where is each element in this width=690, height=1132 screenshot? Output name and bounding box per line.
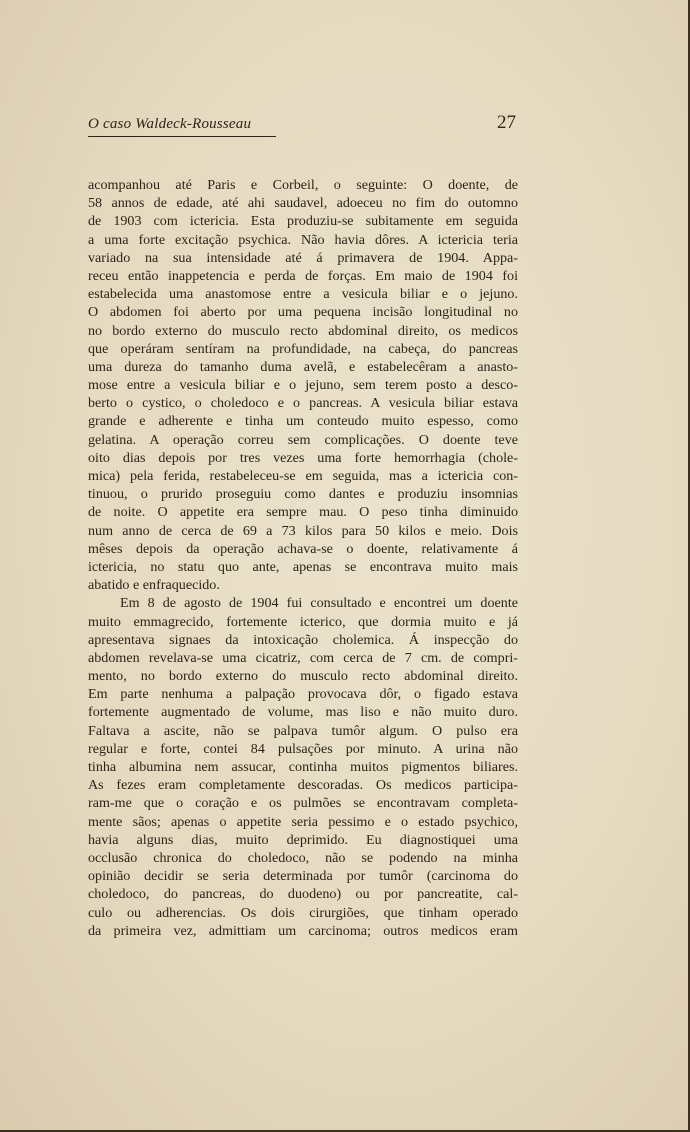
text-line: a uma forte excitação psychica. Não havia dôres. A ictericia teria <box>88 231 518 248</box>
text-line: grande e adherente e tinha um conteudo muito espesso, como <box>88 413 518 430</box>
text-line: receu então inappetencia e perda de forças. Em maio de 1904 foi <box>88 267 518 284</box>
page-number: 27 <box>497 112 516 133</box>
text-line: occlusão chronica do choledoco, não se podendo na minha <box>88 849 518 866</box>
text-line: tinuou, o prurido proseguiu como dantes e produziu insomnias <box>88 486 518 503</box>
text-line: no bordo externo do musculo recto abdominal direito, os medicos <box>88 322 518 339</box>
text-line: mica) pela ferida, restabeleceu-se em seguida, mas a ictericia con- <box>88 468 518 484</box>
text-line: tinha albumina nem assucar, continha muitos pigmentos biliares. <box>88 759 518 775</box>
text-line: Faltava a ascite, não se palpava tumôr algum. O pulso era <box>88 722 518 739</box>
paragraph-end-line: abatido e enfraquecido. <box>88 577 220 594</box>
text-line: muito emmagrecido, fortemente icterico, que dormia muito e já <box>88 613 518 630</box>
text-line: ram-me que o coração e os pulmões se encontravam completa- <box>88 795 518 812</box>
body-text <box>88 176 518 940</box>
text-line: As fezes eram completamente descoradas. Os medicos participa- <box>88 777 518 794</box>
text-line: opinião decidir se seria determinada por tumôr (carcinoma do <box>88 868 518 885</box>
text-line: O abdomen foi aberto por uma pequena incisão longitudinal no <box>88 304 518 321</box>
text-line: oito dias depois por tres vezes uma forte hemorrhagia (chole- <box>88 449 518 466</box>
paragraph-start-line: Em 8 de agosto de 1904 fui consultado e encontrei um doente <box>120 595 518 612</box>
running-title: O caso Waldeck-Rousseau <box>88 116 252 132</box>
text-line: regular e forte, contei 84 pulsações por minuto. A urina não <box>88 740 518 757</box>
text-line: estabelecida uma anastomose entre a vesicula biliar e o jejuno. <box>88 286 518 303</box>
text-line: mento, no bordo externo do musculo recto abdominal direito. <box>88 668 518 685</box>
text-line: de noite. O appetite era sempre mau. O peso tinha diminuido <box>88 504 518 521</box>
text-line: culo ou adherencias. Os dois cirurgiões, que tinham operado <box>88 904 518 921</box>
text-line: uma dureza do tamanho duma avelã, e estabelecêram a anasto- <box>88 358 518 375</box>
text-line: 58 annos de edade, até ahi saudavel, adoeceu no fim do outomno <box>88 195 518 212</box>
text-line: gelatina. A operação correu sem complicações. O doente teve <box>88 431 518 448</box>
text-line: num anno de cerca de 69 a 73 kilos para 50 kilos e meio. Dois <box>88 522 518 539</box>
text-line: acompanhou até Paris e Corbeil, o seguinte: O doente, de <box>88 177 518 193</box>
text-line: Em parte nenhuma a palpação provocava dôr, o figado estava <box>88 686 518 703</box>
text-line: havia alguns dias, muito deprimido. Eu diagnostiquei uma <box>88 831 518 848</box>
text-line: ictericia, no statu quo ante, apenas se encontrava muito mais <box>88 558 518 575</box>
text-line: apresentava signaes da intoxicação cholemica. Á inspecção do <box>88 631 518 648</box>
header-rule <box>88 136 276 137</box>
text-line: berto o cystico, o choledoco e o pancreas. A vesicula biliar estava <box>88 395 518 412</box>
text-line: que operáram sentíram na profundidade, na cabeça, do pancreas <box>88 340 518 357</box>
text-line: da primeira vez, admittiam um carcinoma; outros medicos eram <box>88 922 518 939</box>
text-line: fortemente augmentado de volume, mas liso e não muito duro. <box>88 704 518 721</box>
text-line: abdomen revelava-se uma cicatriz, com cerca de 7 cm. de compri- <box>88 649 518 666</box>
text-line: mêses depois da operação achava-se o doente, relativamente á <box>88 540 518 557</box>
text-line: choledoco, do pancreas, do duodeno) ou por pancreatite, cal- <box>88 886 518 903</box>
text-line: mente sãos; apenas o appetite seria pessimo e o estado psychico, <box>88 813 518 830</box>
text-line: mose entre a vesicula biliar e o jejuno, sem terem posto a desco- <box>88 377 518 394</box>
page-header <box>88 112 518 140</box>
text-line: de 1903 com ictericia. Esta produziu-se subitamente em seguida <box>88 213 518 230</box>
text-line: variado na sua intensidade até á primavera de 1904. Appa- <box>88 249 518 266</box>
